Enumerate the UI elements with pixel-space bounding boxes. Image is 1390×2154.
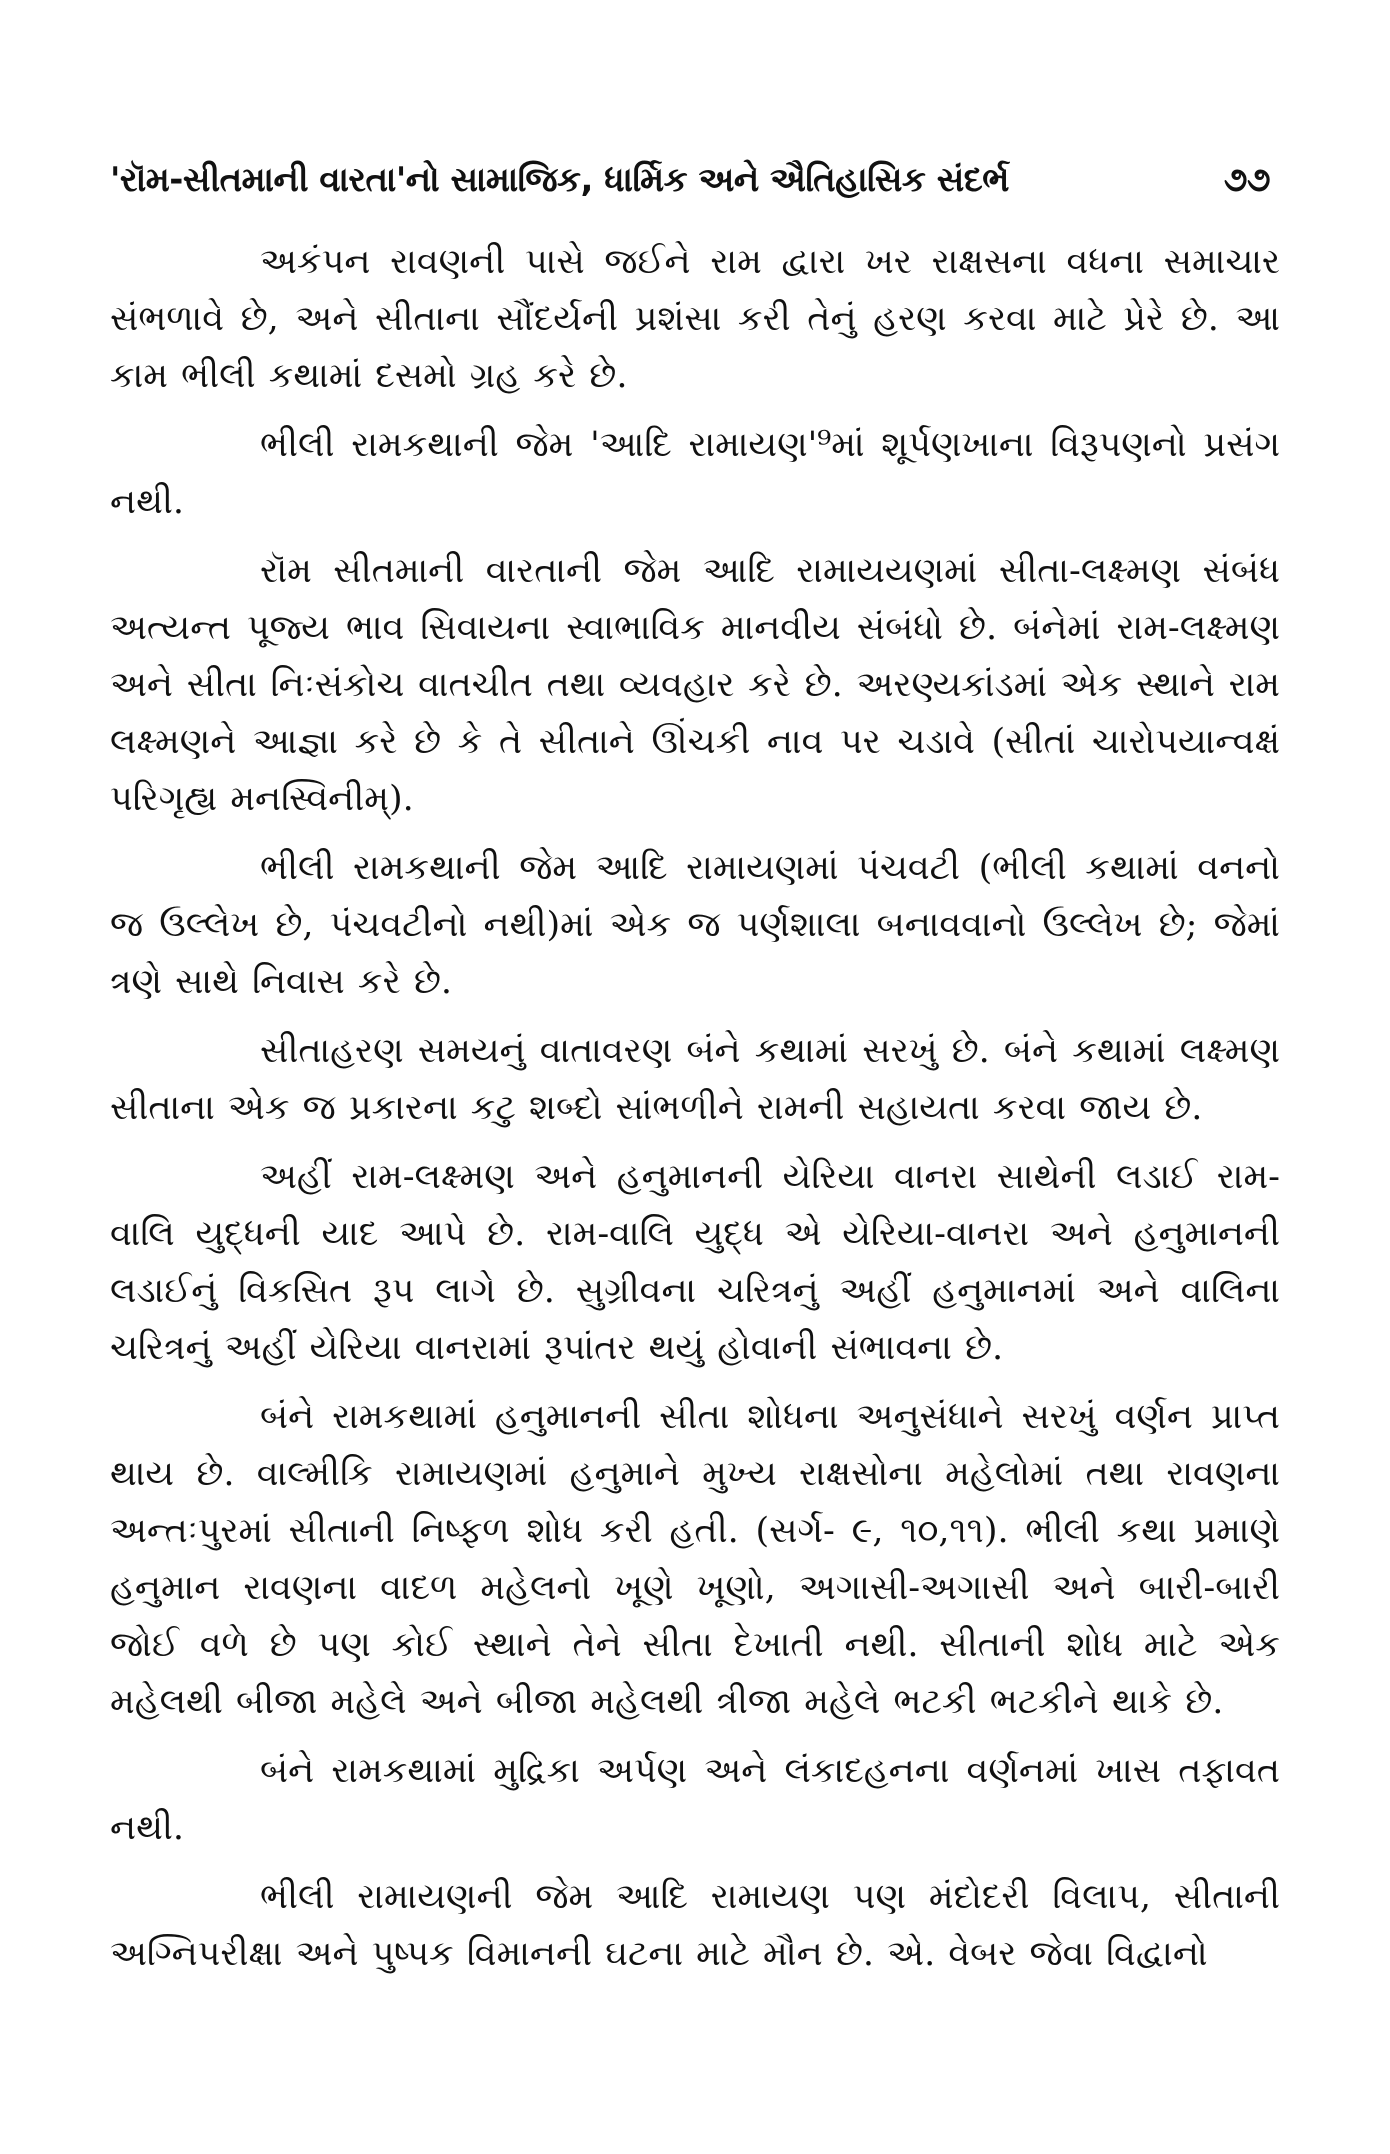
- chapter-title: 'રૉમ-સીતમાની વારતા'નો સામાજિક, ધાર્મિક અને ઐતિહાસિક સંદર્ભ: [110, 160, 1009, 200]
- paragraph: ભીલી રામકથાની જેમ 'આદિ રામાયણ'⁹માં શૂર્પણખાના વિરૂપણનો પ્રસંગ નથી.: [110, 425, 1280, 522]
- paragraph: ભીલી રામાયણની જેમ આદિ રામાયણ પણ મંદોદરી વિલાપ, સીતાની અગ્નિપરીક્ષા અને પુષ્પક વિમાનની ઘટના માટે મૌન છે. એ. વેબર જેવા વિદ્વાનો: [110, 1877, 1280, 1974]
- paragraph: રૉમ સીતમાની વારતાની જેમ આદિ રામાયયણમાં સીતા-લક્ષ્મણ સંબંધ અત્યન્ત પૂજ્ય ભાવ સિવાયના સ્વાભાવિક માનવીય સંબંધો છે. બંનેમાં રામ-લક્ષ્મણ અને સીતા નિઃસંકોચ વાતચીત તથા વ્યવહાર કરે છે. અરણ્યકાંડમાં એક સ્થાને રામ લક્ષ્મણને આજ્ઞા કરે છે કે તે સીતાને ઊંચકી નાવ પર ચડાવે (સીતાં ચારોપયાન્વક્ષં પરિગૃહ્ય મનસ્વિનીમ્).: [110, 551, 1280, 819]
- paragraph: બંને રામકથામાં હનુમાનની સીતા શોધના અનુસંધાને સરખું વર્ણન પ્રાપ્ત થાય છે. વાલ્મીકિ રામાયણમાં હનુમાને મુખ્ય રાક્ષસોના મહેલોમાં તથા રાવણના અન્તઃપુરમાં સીતાની નિષ્ફળ શોધ કરી હતી. (સર્ગ- ૯, ૧૦,૧૧). ભીલી કથા પ્રમાણે હનુમાન રાવણના વાદળ મહેલનો ખૂણે ખૂણો, અગાસી-અગાસી અને બારી-બારી જોઈ વળે છે પણ કોઈ સ્થાને તેને સીતા દેખાતી નથી. સીતાની શોધ માટે એક મહેલથી બીજા મહેલે અને બીજા મહેલથી ત્રીજા મહેલે ભટકી ભટકીને થાકે છે.: [110, 1397, 1280, 1722]
- paragraph: અકંપન રાવણની પાસે જઈને રામ દ્વારા ખર રાક્ષસના વધના સમાચાર સંભળાવે છે, અને સીતાના સૌંદર્યની પ્રશંસા કરી તેનું હરણ કરવા માટે પ્રેરે છે. આ કામ ભીલી કથામાં દસમો ગ્રહ કરે છે.: [110, 242, 1280, 396]
- paragraph: ભીલી રામકથાની જેમ આદિ રામાયણમાં પંચવટી (ભીલી કથામાં વનનો જ ઉલ્લેખ છે, પંચવટીનો નથી)માં એક જ પર્ણશાલા બનાવવાનો ઉલ્લેખ છે; જેમાં ત્રણે સાથે નિવાસ કરે છે.: [110, 848, 1280, 1002]
- body-text: [110, 234, 1280, 1983]
- paragraph: સીતાહરણ સમયનું વાતાવરણ બંને કથામાં સરખું છે. બંને કથામાં લક્ષ્મણ સીતાના એક જ પ્રકારના કટુ શબ્દો સાંભળીને રામની સહાયતા કરવા જાય છે.: [110, 1031, 1280, 1128]
- page-number: ૭૭: [1223, 160, 1270, 200]
- page: [110, 160, 1280, 1995]
- paragraph: બંને રામકથામાં મુદ્રિકા અર્પણ અને લંકાદહનના વર્ણનમાં ખાસ તફાવત નથી.: [110, 1751, 1280, 1848]
- running-head: [110, 160, 1280, 200]
- paragraph: અહીં રામ-લક્ષ્મણ અને હનુમાનની યેરિયા વાનરા સાથેની લડાઈ રામ-વાલિ યુદ્ધની યાદ આપે છે. રામ-વાલિ યુદ્ધ એ યેરિયા-વાનરા અને હનુમાનની લડાઈનું વિકસિત રૂપ લાગે છે. સુગ્રીવના ચરિત્રનું અહીં હનુમાનમાં અને વાલિના ચરિત્રનું અહીં યેરિયા વાનરામાં રૂપાંતર થયું હોવાની સંભાવના છે.: [110, 1157, 1280, 1368]
